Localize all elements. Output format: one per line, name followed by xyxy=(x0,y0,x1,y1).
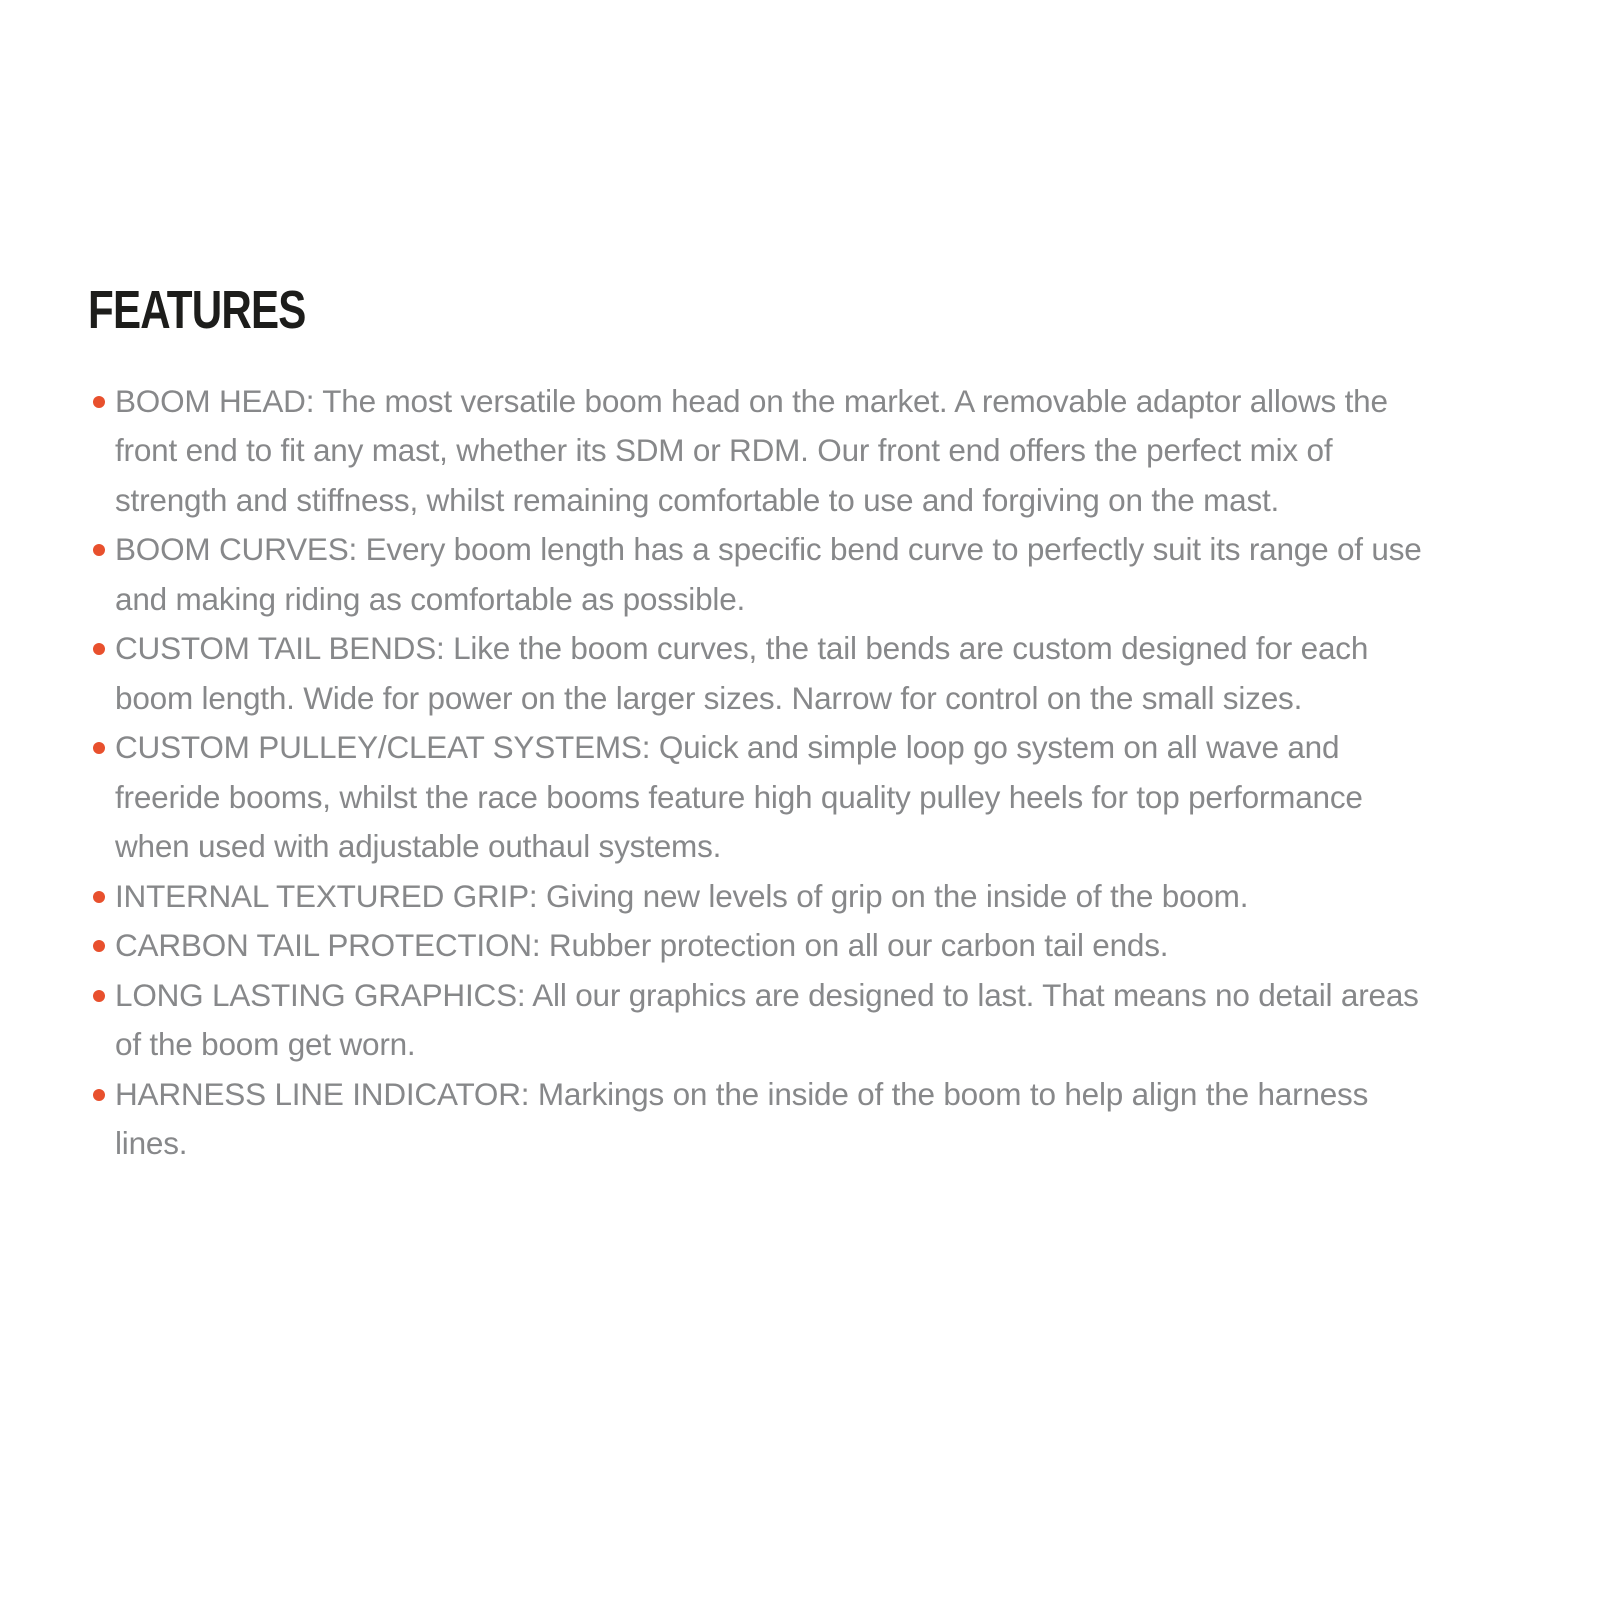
bullet-icon xyxy=(93,643,105,655)
list-item xyxy=(88,1070,1433,1169)
list-item xyxy=(88,872,1433,922)
list-item xyxy=(88,624,1433,723)
list-item xyxy=(88,377,1433,526)
bullet-icon xyxy=(93,940,105,952)
bullet-icon xyxy=(93,1089,105,1101)
feature-text: LONG LASTING GRAPHICS: All our graphics are designed to last. That means no detail areas of the boom get worn. xyxy=(115,976,1419,1063)
feature-text: INTERNAL TEXTURED GRIP: Giving new levels of grip on the inside of the boom. xyxy=(115,877,1249,914)
bullet-icon xyxy=(93,990,105,1002)
list-item xyxy=(88,723,1433,872)
feature-text: CUSTOM PULLEY/CLEAT SYSTEMS: Quick and simple loop go system on all wave and freeride booms, whilst the race booms feature high quality pulley heels for top performance when used with adjustable outhaul systems. xyxy=(115,729,1363,865)
feature-text: CUSTOM TAIL BENDS: Like the boom curves, the tail bends are custom designed for each boom length. Wide for power on the larger sizes. Narrow for control on the small sizes. xyxy=(115,630,1369,716)
list-item xyxy=(88,971,1433,1070)
bullet-icon xyxy=(93,742,105,754)
feature-text: BOOM HEAD: The most versatile boom head on the market. A removable adaptor allows the front end to fit any mast, whether its SDM or RDM. Our front end offers the perfect mix of strength and stiffness, whilst remaining comfortable to use and forgiving on the mast. xyxy=(115,382,1388,518)
feature-text: BOOM CURVES: Every boom length has a specific bend curve to perfectly suit its range of use and making riding as comfortable as possible. xyxy=(115,531,1422,617)
features-section xyxy=(88,282,1490,1169)
feature-text: CARBON TAIL PROTECTION: Rubber protection on all our carbon tail ends. xyxy=(115,927,1169,964)
bullet-icon xyxy=(93,891,105,903)
bullet-icon xyxy=(93,396,105,408)
list-item xyxy=(88,525,1433,624)
features-list xyxy=(88,377,1433,1169)
feature-text: HARNESS LINE INDICATOR: Markings on the inside of the boom to help align the harness lines. xyxy=(115,1075,1369,1162)
list-item xyxy=(88,921,1433,971)
bullet-icon xyxy=(93,544,105,556)
page-title: FEATURES xyxy=(88,280,306,340)
